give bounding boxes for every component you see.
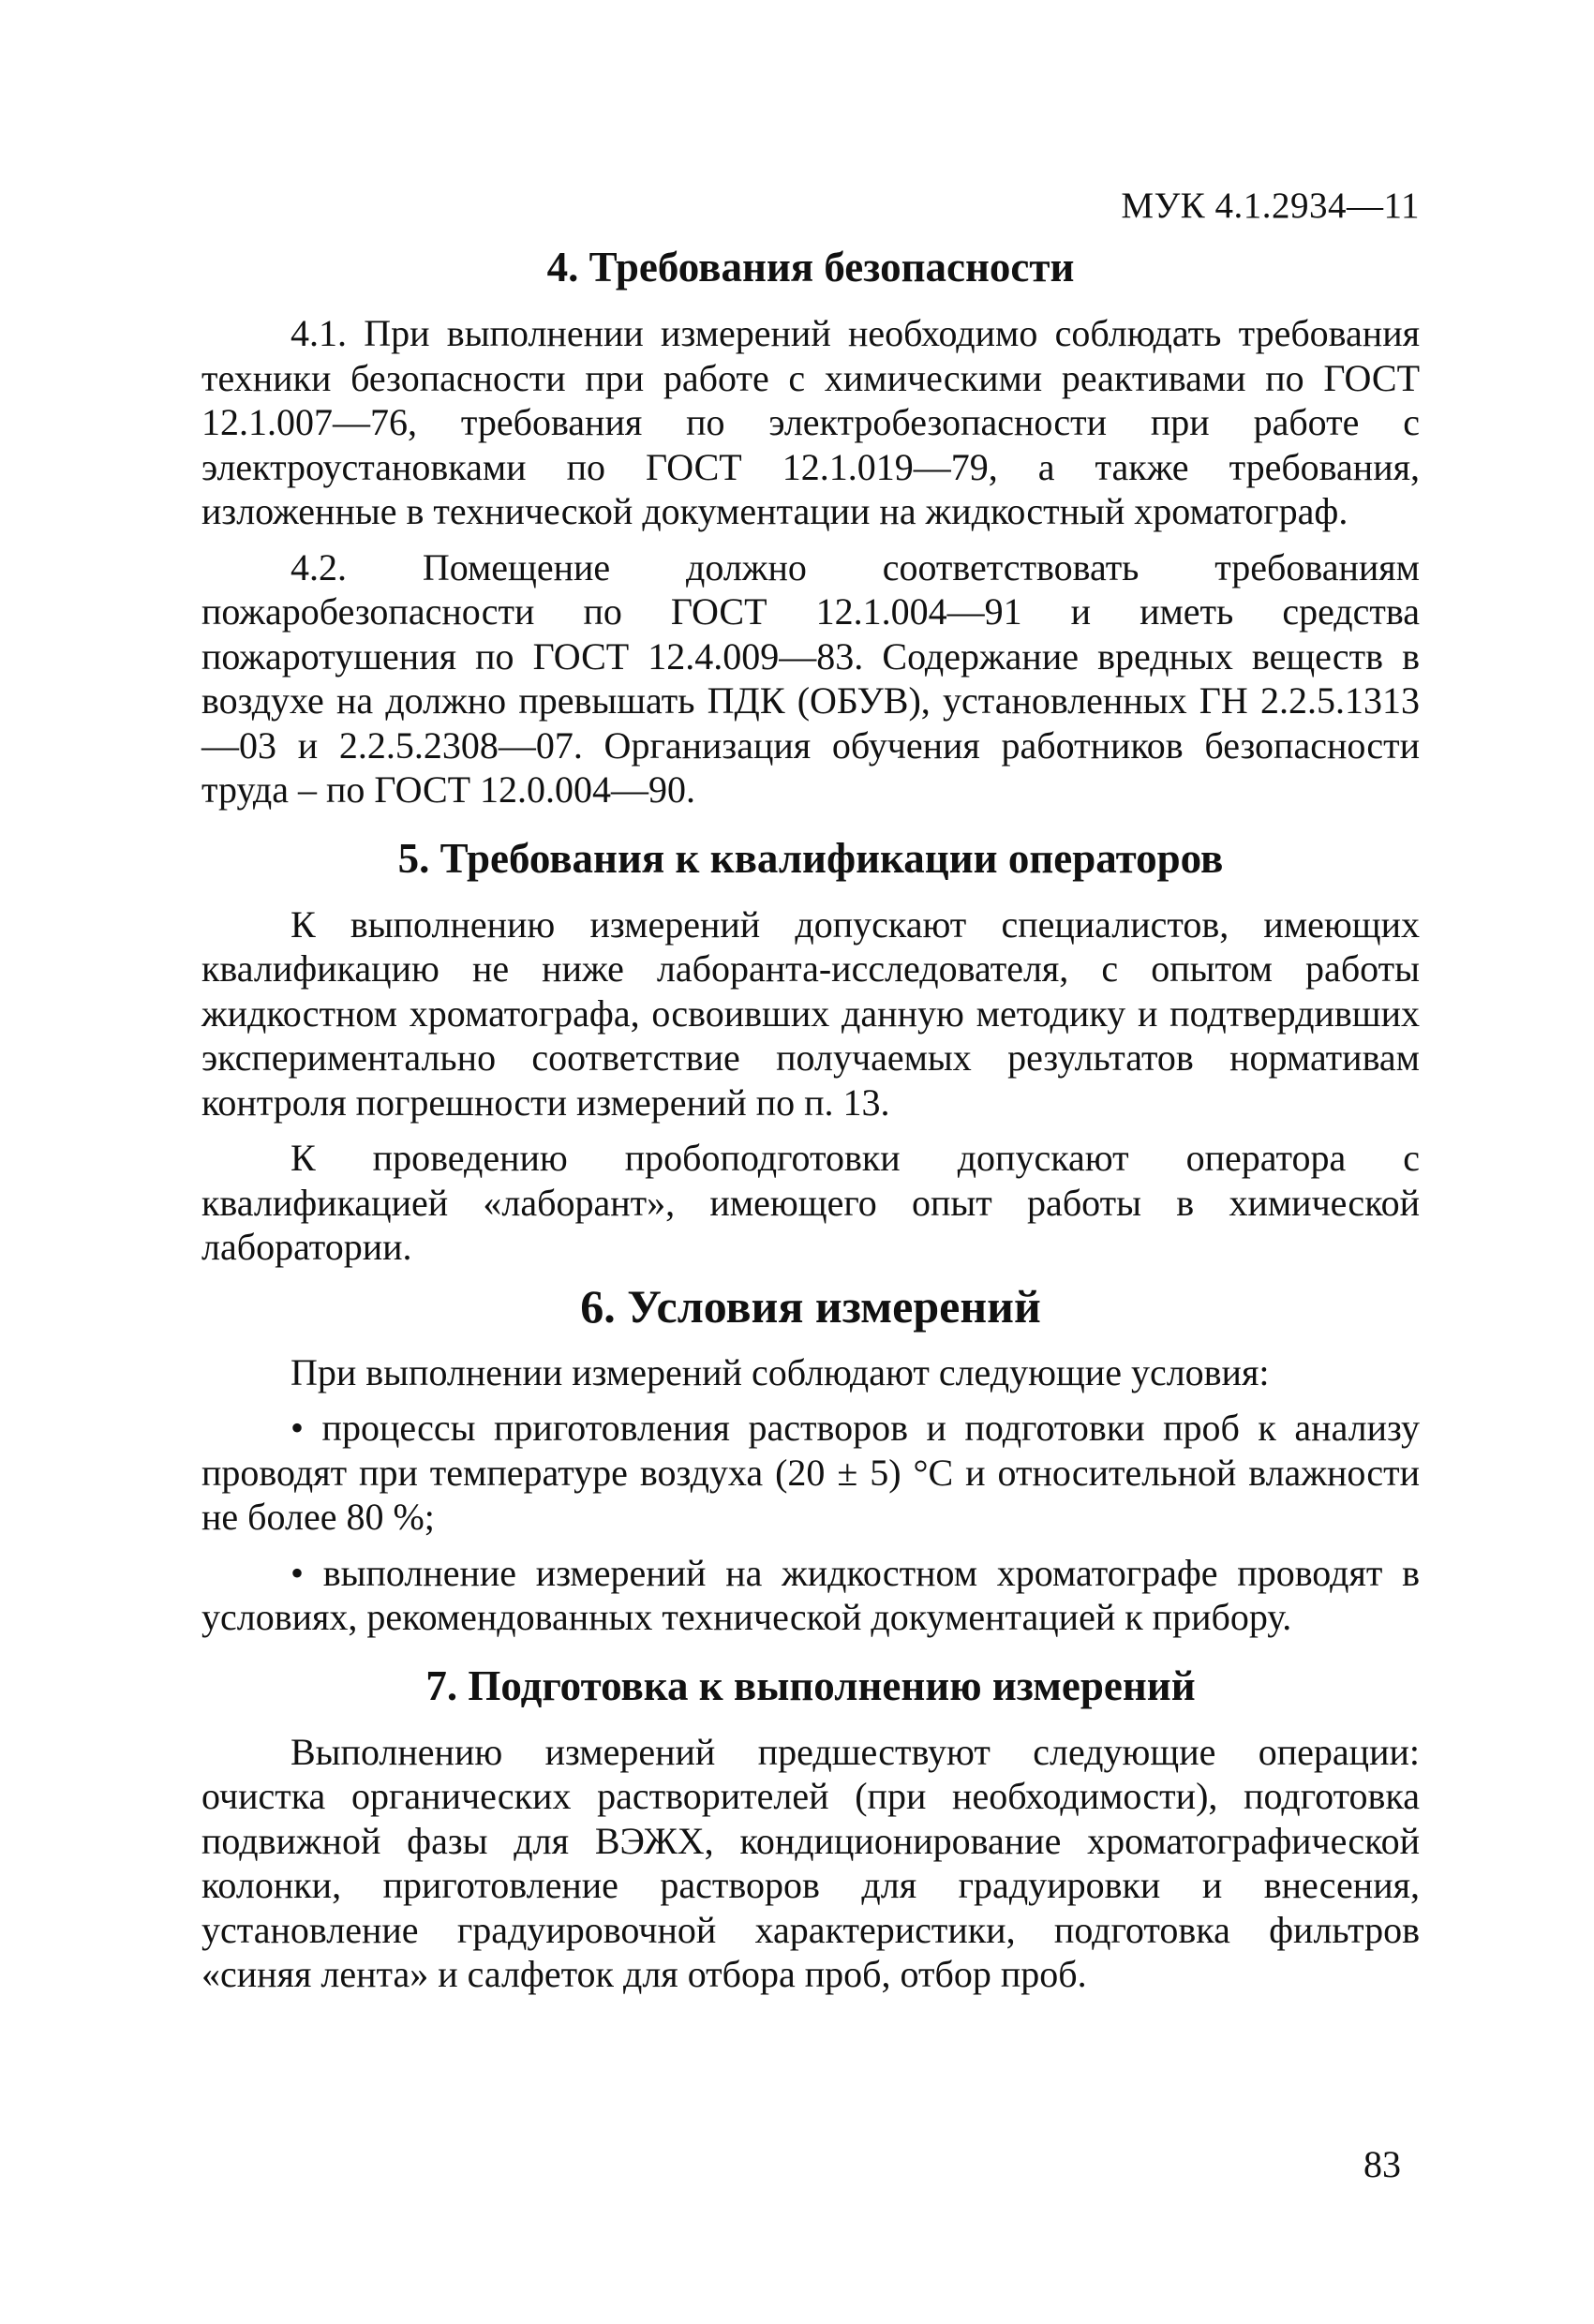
section-title: 4. Требования безопасности <box>546 244 1075 290</box>
page-number: 83 <box>1363 2143 1401 2185</box>
bullet-item: • выполнение измерений на жидкостном хроматографе проводят в условиях, рекомендованных технической документацией к прибору. <box>201 1551 1420 1638</box>
section-measurement-preparation <box>201 1661 1420 1997</box>
document-page <box>201 178 1420 2008</box>
document-code: МУК 4.1.2934—11 <box>1121 186 1420 226</box>
section-title: 6. Условия измерений <box>580 1279 1041 1333</box>
section-operator-qualification <box>201 833 1420 1270</box>
section-title: 7. Подготовка к выполнению измерений <box>425 1661 1196 1709</box>
section-title: 5. Требования к квалификации операторов <box>397 834 1224 882</box>
paragraph: Выполнению измерений предшествуют следующие операции: очистка органических растворителей (при необходимости), подготовка подвижной фазы для ВЭЖХ, кондиционирование хроматографической колонки, приготовление растворов для градуировки и внесения, установление градуировочной характеристики, подготовка фильтров «синяя лента» и салфеток для отбора проб, отбор проб. <box>201 1730 1420 1995</box>
paragraph: К выполнению измерений допускают специалистов, имеющих квалификацию не ниже лаборанта-исследователя, с опытом работы жидкостном хроматографа, освоивших данную методику и подтвердивших экспериментально соответствие получаемых результатов нормативам контроля погрешности измерений по п. 13. <box>201 902 1420 1124</box>
paragraph: 4.1. При выполнении измерений необходимо соблюдать требования техники безопасности при работе с химическими реактивами по ГОСТ 12.1.007—76, требования по электробезопасности при работе с электроустановками по ГОСТ 12.1.019—79, а также требования, изложенные в технической документации на жидкостный хроматограф. <box>201 312 1420 532</box>
section-measurement-conditions <box>201 1281 1420 1640</box>
paragraph: При выполнении измерений соблюдают следующие условия: <box>290 1350 1270 1393</box>
paragraph: 4.2. Помещение должно соответствовать требованиям пожаробезопасности по ГОСТ 12.1.004—91 и иметь средства пожаротушения по ГОСТ 12.4.009—83. Содержание вредных веществ в воздухе на должно превышать ПДК (ОБУВ), установленных ГН 2.2.5.1313—03 и 2.2.5.2308—07. Организация обучения работников безопасности труда – по ГОСТ 12.0.004—90. <box>201 545 1420 811</box>
section-safety-requirements <box>201 242 1420 812</box>
bullet-item: • процессы приготовления растворов и подготовки проб к анализу проводят при температуре воздуха (20 ± 5) °С и относительной влажности не более 80 %; <box>201 1407 1420 1538</box>
paragraph: К проведению пробоподготовки допускают оператора с квалификацией «лаборант», имеющего опыт работы в химической лаборатории. <box>201 1137 1420 1268</box>
